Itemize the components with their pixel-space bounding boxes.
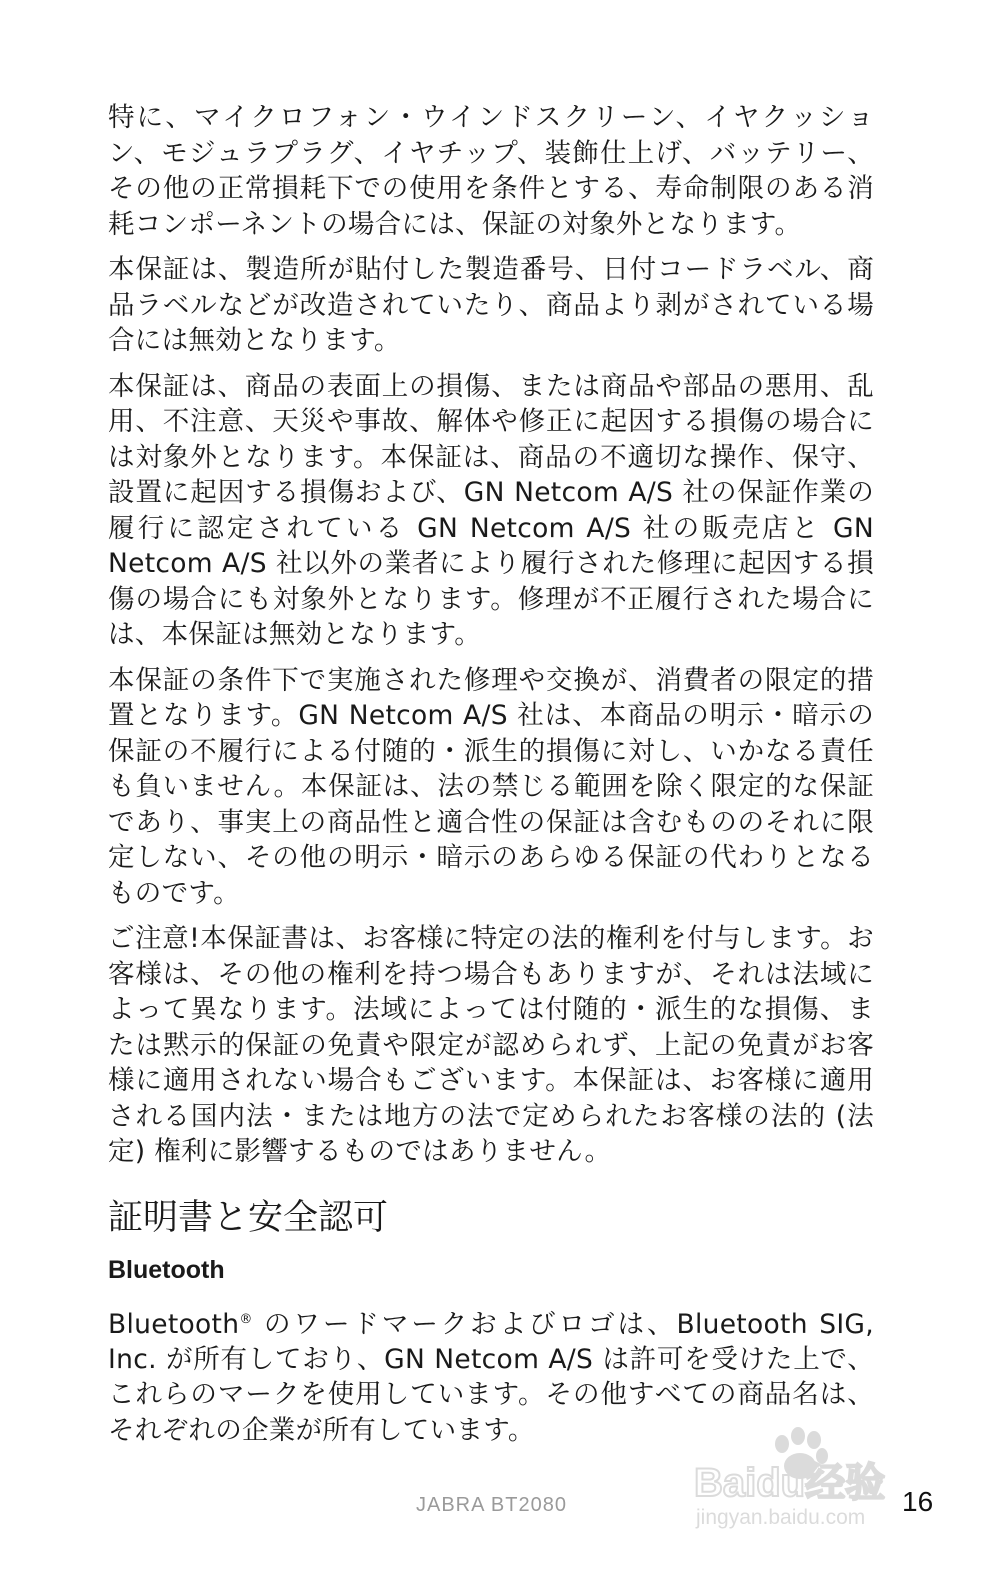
watermark-url-text: jingyan.baidu.com (696, 1506, 866, 1529)
paragraph-limited-remedy: 本保証の条件下で実施された修理や交換が、消費者の限定的措置となります。GN Netcom A/S 社は、本商品の明示・暗示の保証の不履行による付随的・派生的損傷に対し、いかなる責任も負いません。本保証は、法の禁じる範囲を除く限定的な保証であり、事実上の商品性と適合性の保証は含むもののそれに限定しない、その他の明示・暗示のあらゆる保証の代わりとなるものです。 (108, 664, 874, 909)
paragraph-legal-notice: ご注意!本保証書は、お客様に特定の法的権利を付与します。お客様は、その他の権利を持つ場合もありますが、それは法域によって異なります。法域によっては付随的・派生的な損傷、または黙示的保証の免責や限定が認められず、上記の免責がお客様に適用されない場合もございます。本保証は、お客様に適用される国内法・または地方の法で定められたお客様の法的 (法定) 権利に影響するものではありません。 (108, 923, 874, 1167)
section-title-certification: 証明書と安全認可 (108, 1197, 389, 1238)
subtitle-bluetooth: Bluetooth (108, 1255, 225, 1284)
paragraph-label-tampering: 本保証は、製造所が貼付した製造番号、日付コードラベル、商品ラベルなどが改造されていたり、商品より剥がされている場合には無効となります。 (108, 254, 874, 356)
page-number: 16 (902, 1486, 934, 1517)
bluetooth-word: Bluetooth (108, 1308, 240, 1340)
document-body (108, 100, 874, 1458)
paragraph-damage-exclusion: 本保証は、商品の表面上の損傷、または商品や部品の悪用、乱用、不注意、天災や事故、解体や修正に起因する損傷の場合には対象外となります。本保証は、商品の不適切な操作、保守、設置に起因する損傷および、GN Netcom A/S 社の保証作業の履行に認定されている GN Netcom A/S 社の販売店と GN Netcom A/S 社以外の業者により履行された修理に起因する損傷の場合にも対象外となります。修理が不正履行された場合には、本保証は無効となります。 (108, 370, 874, 650)
paragraph-consumable-exclusion: 特に、マイクロフォン・ウインドスクリーン、イヤクッション、モジュラプラグ、イヤチップ、装飾仕上げ、バッテリー、その他の正常損耗下での使用を条件とする、寿命制限のある消耗コンポーネントの場合には、保証の対象外となります。 (108, 102, 874, 240)
bluetooth-trademark-text: のワードマークおよびロゴは、Bluetooth SIG, Inc. が所有しており、GN Netcom A/S は許可を受けた上で、これらのマークを使用しています。その他すべての商品名は、それぞれの企業が所有しています。 (108, 1308, 874, 1446)
registered-mark: ® (239, 1311, 253, 1327)
footer-brand: JABRA BT2080 (416, 1494, 567, 1516)
baidu-watermark-icon (690, 1418, 920, 1533)
watermark-logo-text: Baidu经验 (694, 1461, 886, 1505)
